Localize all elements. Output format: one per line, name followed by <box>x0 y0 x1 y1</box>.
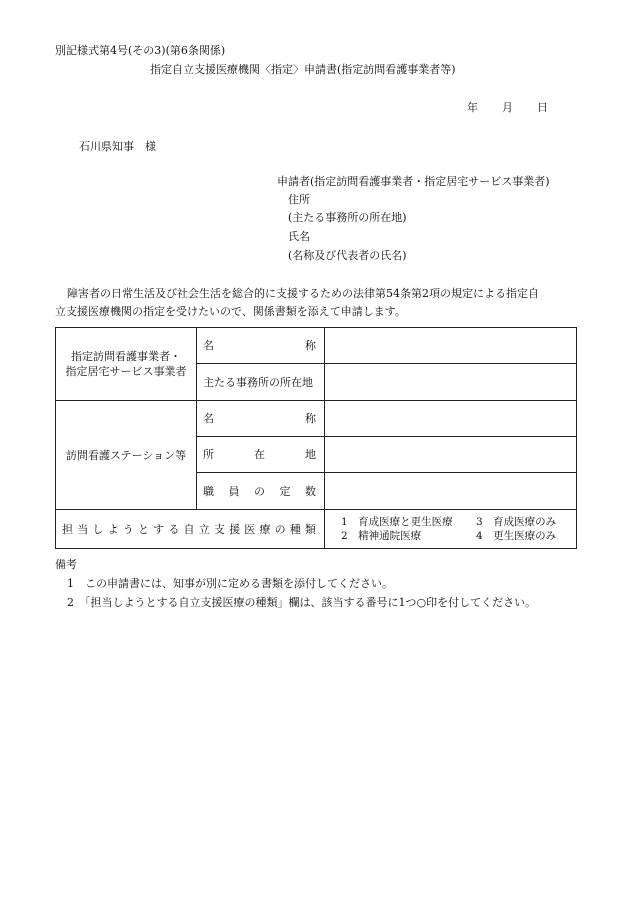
business-name-input[interactable] <box>325 328 577 364</box>
kind-options-cell <box>325 510 577 549</box>
business-office-label: 主たる事務所の所在地 <box>203 375 313 389</box>
date-month-label: 月 <box>502 101 513 114</box>
addressee: 石川県知事 様 <box>79 140 156 153</box>
kind-label-char: 当 <box>77 522 89 536</box>
label-char: 名 <box>203 412 214 425</box>
kind-label-char: 支 <box>213 522 225 536</box>
label-char: 定 <box>279 484 291 498</box>
table-row <box>56 510 577 549</box>
station-name-label-cell <box>197 401 325 437</box>
business-office-input[interactable] <box>325 364 577 401</box>
kind-option-1[interactable]: 1 育成医療と更生医療 <box>341 516 453 528</box>
applicant-name-note: (名称及び代表者の氏名) <box>288 249 407 262</box>
station-category-cell <box>56 401 197 510</box>
business-office-label-cell <box>197 364 325 401</box>
table-row <box>56 401 577 437</box>
business-name-label-cell <box>197 328 325 364</box>
kind-label-cell <box>56 510 325 549</box>
kind-label-char: の <box>274 522 286 536</box>
kind-label-char: し <box>92 522 104 536</box>
label-char: 称 <box>305 412 316 425</box>
label-char: 地 <box>305 448 316 461</box>
table-row <box>56 328 577 364</box>
station-location-input[interactable] <box>325 437 577 473</box>
kind-label-char: 立 <box>198 522 210 536</box>
form-number: 別記様式第4号(その3)(第6条関係) <box>55 44 226 57</box>
label-char: 職 <box>203 484 214 498</box>
kind-label-char: よ <box>107 522 119 536</box>
station-location-label-cell <box>197 437 325 473</box>
applicant-address-label: 住所 <box>288 193 310 206</box>
form-title: 指定自立支援医療機関〈指定〉申請書(指定訪問看護事業者等) <box>150 63 456 76</box>
business-category-line1: 指定訪問看護事業者・ <box>71 350 181 363</box>
date-year-label: 年 <box>467 101 478 114</box>
kind-option-4[interactable]: 4 更生医療のみ <box>476 530 557 542</box>
kind-label-char: 担 <box>62 522 73 536</box>
label-char: 称 <box>305 339 316 352</box>
kind-label-char: う <box>122 522 134 536</box>
kind-label-char: 類 <box>305 522 316 536</box>
kind-label-char: と <box>137 522 149 536</box>
applicant-address-note: (主たる事務所の所在地) <box>288 211 407 224</box>
kind-label-char: 種 <box>289 522 301 536</box>
note-item-2: 2 「担当しようとする自立支援医療の種類」欄は、該当する番号に1つ○印を付してください。 <box>67 596 537 609</box>
station-staff-label-cell <box>197 473 325 510</box>
label-char: の <box>254 484 265 498</box>
label-char: 員 <box>228 484 240 498</box>
kind-label-char: る <box>168 522 180 536</box>
station-staff-input[interactable] <box>325 473 577 510</box>
date-day-label: 日 <box>537 101 548 114</box>
applicant-heading: 申請者(指定訪問看護事業者・指定居宅サービス事業者) <box>277 175 550 188</box>
note-item-1: 1 この申請書には、知事が別に定める書類を添付してください。 <box>67 577 393 590</box>
label-char: 名 <box>203 339 214 352</box>
notes-heading: 備考 <box>55 558 77 571</box>
station-name-input[interactable] <box>325 401 577 437</box>
business-category-cell <box>56 328 197 401</box>
label-char: 数 <box>305 484 316 498</box>
kind-label-char: 医 <box>244 522 256 536</box>
application-table <box>55 327 577 549</box>
kind-label-char: 療 <box>259 522 271 536</box>
station-category: 訪問看護ステーション等 <box>65 448 187 462</box>
body-text-line1: 障害者の日常生活及び社会生活を総合的に支援するための法律第54条第2項の規定による指定自 <box>67 287 539 300</box>
kind-option-3[interactable]: 3 育成医療のみ <box>476 516 557 528</box>
kind-label-char: 自 <box>183 522 195 536</box>
label-char: 在 <box>254 448 265 461</box>
body-text-line2: 立支援医療機関の指定を受けたいので、関係書類を添えて申請します。 <box>55 305 406 318</box>
label-char: 所 <box>203 448 214 461</box>
kind-label-char: 援 <box>229 522 241 536</box>
business-category-line2: 指定居宅サービス事業者 <box>65 365 187 378</box>
applicant-name-label: 氏名 <box>288 230 310 243</box>
kind-option-2[interactable]: 2 精神通院医療 <box>341 530 422 542</box>
kind-label-char: す <box>153 522 165 536</box>
